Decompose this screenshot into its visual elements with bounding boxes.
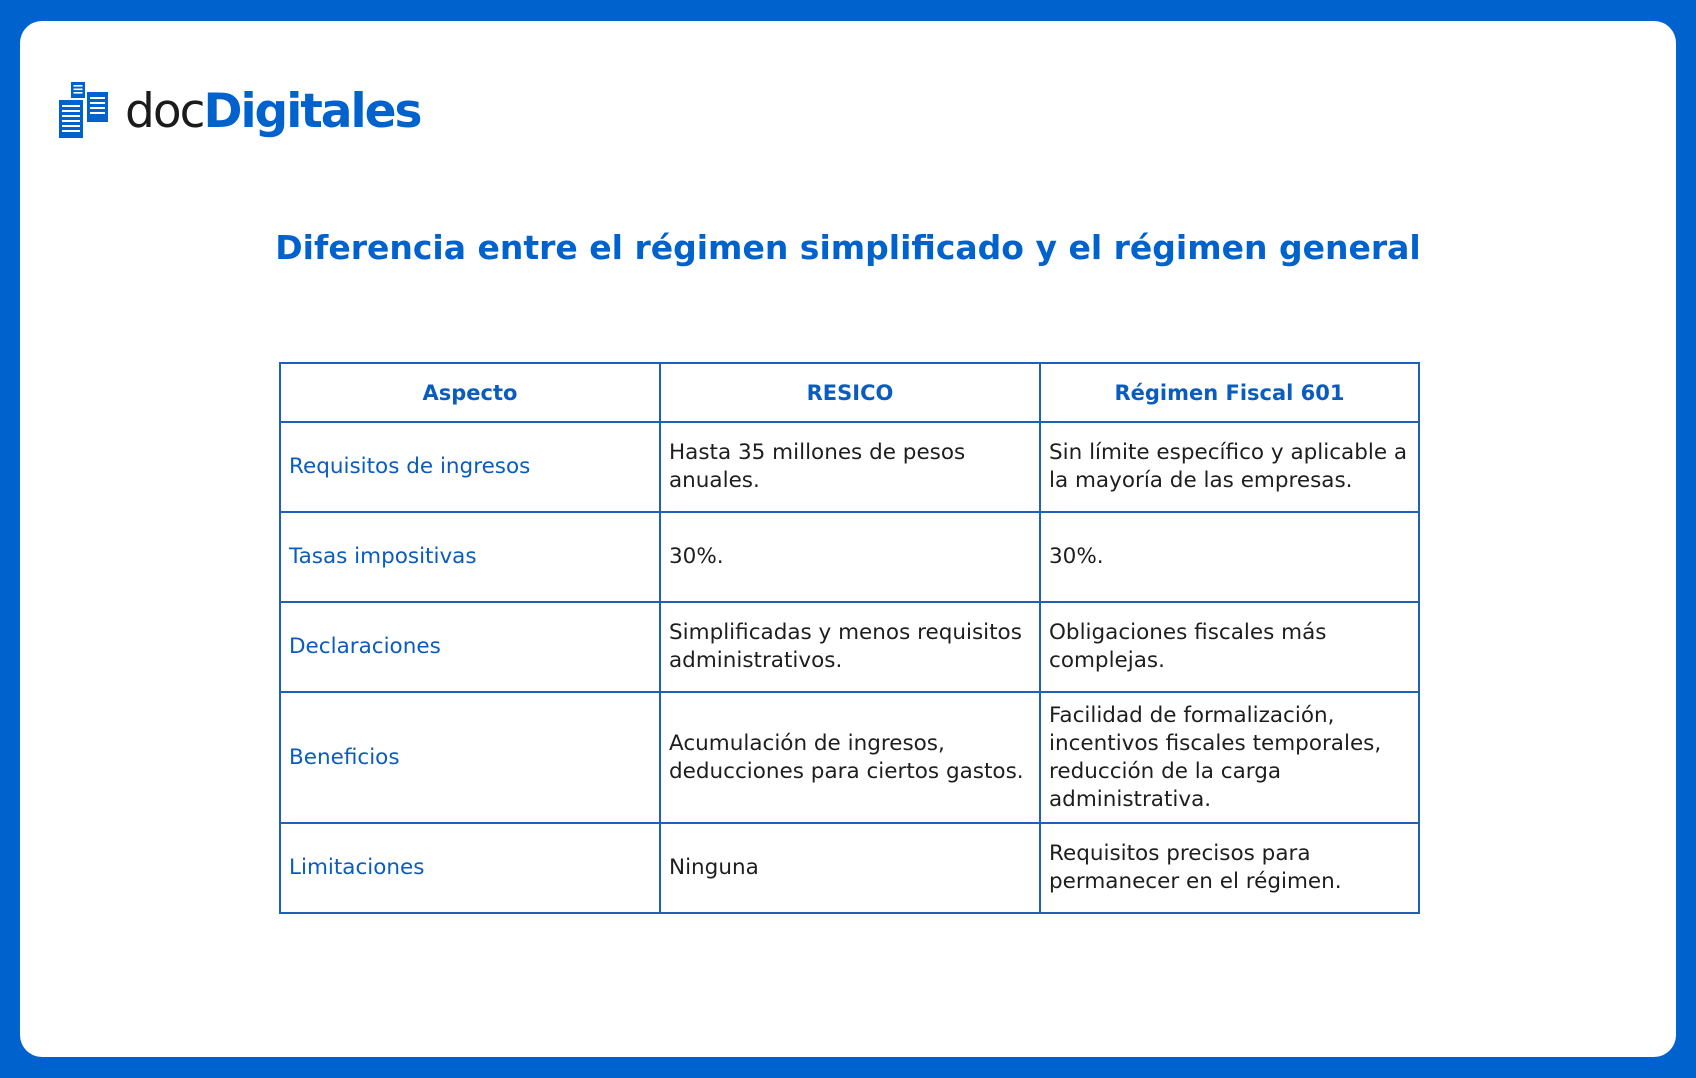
page-title: Diferencia entre el régimen simplificado y el régimen general bbox=[275, 228, 1421, 267]
row-aspect-cell: Beneficios bbox=[280, 692, 660, 823]
regimen-601-cell: Obligaciones fiscales más complejas. bbox=[1040, 602, 1419, 692]
resico-cell: Ninguna bbox=[660, 823, 1040, 913]
resico-cell: Hasta 35 millones de pesos anuales. bbox=[660, 422, 1040, 512]
row-aspect-cell: Tasas impositivas bbox=[280, 512, 660, 602]
regimen-601-cell: Sin límite específico y aplicable a la mayoría de las empresas. bbox=[1040, 422, 1419, 512]
row-aspect-cell: Requisitos de ingresos bbox=[280, 422, 660, 512]
row-aspect-cell: Limitaciones bbox=[280, 823, 660, 913]
column-header-aspect: Aspecto bbox=[280, 363, 660, 422]
table-row bbox=[280, 422, 1419, 512]
table-row bbox=[280, 512, 1419, 602]
document-stack-icon bbox=[59, 82, 111, 140]
brand-logo[interactable] bbox=[59, 82, 420, 140]
row-aspect-cell: Declaraciones bbox=[280, 602, 660, 692]
brand-name bbox=[125, 83, 421, 139]
table-row bbox=[280, 692, 1419, 823]
table-header-row bbox=[280, 363, 1419, 422]
table-row bbox=[280, 823, 1419, 913]
resico-cell: Simplificadas y menos requisitos administrativos. bbox=[660, 602, 1040, 692]
brand-name-strong: Digitales bbox=[203, 83, 421, 139]
brand-name-light: doc bbox=[125, 83, 204, 139]
regimen-601-cell: Facilidad de formalización, incentivos fiscales temporales, reducción de la carga administrativa. bbox=[1040, 692, 1419, 823]
comparison-table bbox=[279, 362, 1420, 914]
column-header-resico: RESICO bbox=[660, 363, 1040, 422]
resico-cell: Acumulación de ingresos, deducciones para ciertos gastos. bbox=[660, 692, 1040, 823]
table-row bbox=[280, 602, 1419, 692]
regimen-601-cell: Requisitos precisos para permanecer en el régimen. bbox=[1040, 823, 1419, 913]
column-header-regimen-601: Régimen Fiscal 601 bbox=[1040, 363, 1419, 422]
regimen-601-cell: 30%. bbox=[1040, 512, 1419, 602]
resico-cell: 30%. bbox=[660, 512, 1040, 602]
content-card bbox=[20, 21, 1676, 1057]
